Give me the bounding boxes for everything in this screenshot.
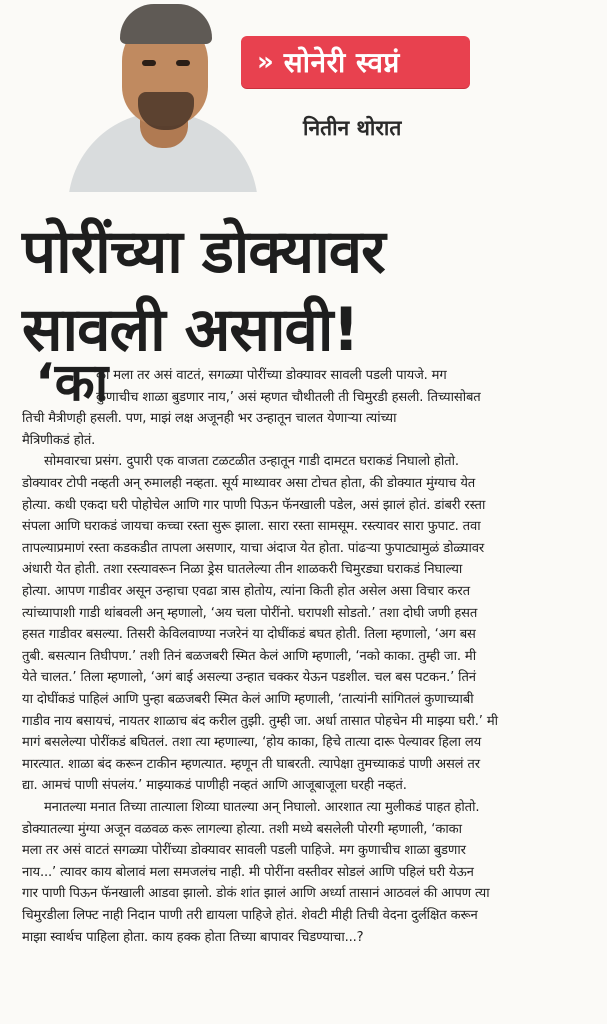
column-banner — [241, 36, 470, 88]
article-line: हसत गाडीवर बसल्या. तिसरी केविलवाण्या नजरेनं या दोघींकडं बघत होती. तिला म्हणालो, ‘अग बस — [22, 627, 476, 643]
author-photo-hair — [120, 4, 212, 44]
article-line: मनातल्या मनात तिच्या तात्याला शिव्या घातल्या अन् निघालो. आरशात त्या मुलीकडं पाहत होतो. — [44, 800, 480, 815]
article-line: सोमवारचा प्रसंग. दुपारी एक वाजता टळटळीत उन्हातून गाडी दामटत घराकडं निघालो होतो. — [44, 454, 459, 470]
article-line: चिमुरडीला लिफ्ट नाही निदान पाणी तरी द्यायला पाहिजे होतं. शेवटी मीही तिची वेदना दुर्लक्षित करून — [22, 908, 478, 923]
article-line: अंधारी येत होती. तशा रस्त्यावरून निळा ड्रेस घातलेल्या तीन शाळकरी चिमुरड्या घराकडं निघाल्या — [22, 562, 463, 578]
article-line: येते चालत.’ तिला म्हणालो, ‘अगं बाई असल्या उन्हात चक्कर येऊन पडशील. चल बस पटकन.’ तिनं — [22, 670, 476, 686]
article-line: गाडीव नाय बसायचं, नायतर शाळाच बंद करील तुझी. तुम्ही जा. अर्धा तासात पोहचेन मी माझ्या घरी.’ मी — [22, 713, 498, 729]
column-section-label: सोनेरी स्वप्नं — [283, 46, 400, 79]
article-line: डोक्यावर टोपी नव्हती अन् रुमालही नव्हता. सूर्य माथ्यावर असा टोचत होता, की डोक्यात मुंग्याच येत — [22, 476, 476, 491]
article-line: का मला तर असं वाटतं, सगळ्या पोरींच्या डोक्यावर सावली पडली पायजे. मग — [96, 368, 447, 383]
article-line: मैत्रिणीकडं होतं. — [22, 432, 96, 448]
article-line: तुबी. बसत्यान तिघीपण.’ तशी तिनं बळजबरी स्मित केलं आणि म्हणाली, ‘नको काका. तुम्ही जा. मी — [22, 648, 476, 664]
author-name: नितीन थोरात — [303, 116, 402, 140]
article-line: होत्या. कधी एकदा घरी पोहोचेल आणि गार पाणी पिऊन फॅनखाली पडेल, असं झालं होतं. डांबरी रस्ता — [22, 497, 486, 513]
author-photo-eye — [142, 60, 156, 66]
article-line: होत्या. आपण गाडीवर असून उन्हाचा एवढा त्रास होतोय, त्यांना किती होत असेल असा विचार करत — [22, 584, 470, 599]
article-line: त्यांच्यापाशी गाडी थांबवली अन् म्हणालो, ‘अय चला पोरींनो. घरापशी सोडतो.’ तशा दोघी जणी हसत — [22, 605, 478, 621]
article-line: मागं बसलेल्या पोरींकडं बघितलं. तशा त्या म्हणाल्या, ‘होय काका, हिचे तात्या दारू पेल्यावर हिला लय — [22, 735, 482, 751]
article-line: गार पाणी पिऊन फॅनखाली आडवा झालो. डोकं शांत झालं आणि अर्ध्या तासानं आठवलं की आपण त्या — [22, 886, 490, 902]
author-photo — [30, 0, 262, 192]
article-line: या दोघींकडं पाहिलं आणि पुन्हा बळजबरी स्मित केलं आणि म्हणाली, ‘तात्यांनी सांगितलं कुणाच्याबी — [22, 692, 474, 707]
author-photo-eye — [176, 60, 190, 66]
article-line: तापल्याप्रमाणं रस्ता कडकडीत तापला असणार, याचा अंदाज येत होता. पांढऱ्या फुपाट्यामुळं डोळ्यावर — [22, 540, 485, 556]
article-line: माझा स्वार्थच पाहिला होता. काय हक्क होता तिच्या बापावर चिडण्याचा...? — [22, 929, 364, 945]
headline-line-2: सावली असावी! — [22, 295, 359, 365]
article-line: डोक्यातल्या मुंग्या अजून वळवळ करू लागल्या होत्या. तशी मध्ये बसलेली पोरगी म्हणाली, ‘काका — [22, 821, 462, 837]
headline-line-1: पोरींच्या डोक्यावर — [22, 217, 385, 287]
article-line: कुणाचीच शाळा बुडणार नाय,’ असं म्हणत चौथीतली ती चिमुरडी हसली. तिच्यासोबत — [96, 389, 481, 405]
article-line: नाय...’ त्यावर काय बोलावं मला समजलंच नाही. मी पोरींना वस्तीवर सोडलं आणि पहिलं घरी येऊन — [22, 864, 474, 880]
article-line: मारत्यात. शाळा बंद करून टाकीन म्हणत्यात. म्हणून ती घाबरती. त्यापेक्षा तुमच्याकडं पाणी असलं तर — [22, 756, 480, 772]
double-chevron-icon: » — [257, 47, 274, 77]
article-line: द्या. आमचं पाणी संपलंय.’ माझ्याकडं पाणीही नव्हतं आणि आजूबाजूला घरही नव्हतं. — [22, 778, 407, 794]
article-line: संपला आणि घराकडं जायचा कच्चा रस्ता सुरू झाला. सारा रस्ता सामसूम. रस्त्यावर सारा फुपाट. तवा — [22, 519, 481, 535]
drop-cap: ‘का — [35, 353, 109, 413]
article-line: मला तर असं वाटतं सगळ्या पोरींच्या डोक्यावर सावली पडली पाहिजे. मग कुणाचीच शाळा बुडणार — [22, 843, 466, 859]
article-line: तिची मैत्रीणही हसली. पण, माझं लक्ष अजूनही भर उन्हातून चालत येणाऱ्या त्यांच्या — [22, 411, 397, 427]
column-header — [0, 0, 607, 196]
